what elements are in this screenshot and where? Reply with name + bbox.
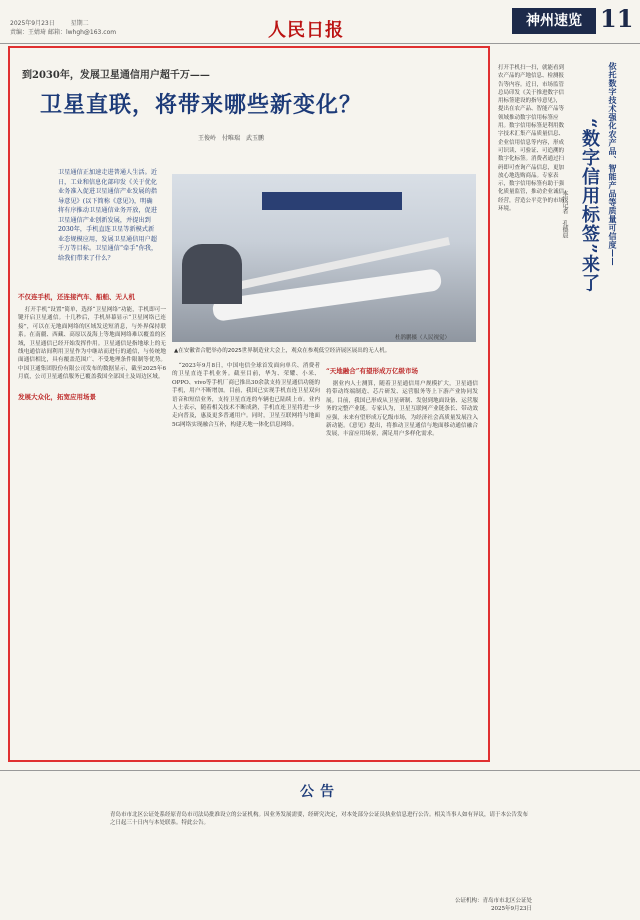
sidebar-article-text [498,64,564,784]
article-kicker: 到2030年，发展卫星通信用户超千万—— [22,70,210,81]
editor-email: 邮箱：lwhgh@163.com [47,29,117,36]
header-meta [10,18,103,27]
article-column-3 [326,362,478,752]
sidebar-title: “数字信用标签”来了 [579,118,600,293]
editor-name: 责编：王婧琦 [10,29,47,36]
photo-exhibit-banner [262,192,402,210]
column-1-text: 打开手机“设置”简单，选择“卫星网络”功能，手机即可一键开启卫星通信。十几秒后，手机屏幕显示“卫星网络已连接”，可以在无地面网络的区域发送短消息，与外界保持联系。在南疆、西藏、高原以及海上等地面网络难以覆盖的区域，卫星通信已经开始发挥作用。卫星通信是指地球上的无线电通信站间利用卫星作为中继站而进行的通信，与传统地面通信相比，具有覆盖范围广、不受地理条件限制等优势。中国卫通集团股份有限公司发布的数据显示，截至2025年6月底，公司卫星通信服务已覆盖我国全部国土及周边区域。 [18,307,166,381]
article-title: 卫星直联，将带来哪些新变化？ [40,92,363,118]
announcement-signature [455,896,532,912]
column-2-text: “2023年9月8日，中国电信全球首发面向单兵、消费者的卫星直连手机业务。截至目前，华为、荣耀、小米、OPPO、vivo等手机厂商已推出30余款支持卫星通信功能的手机，用户不断增加。目前，我国已实现手机直连卫星双向语音和短信业务，支持卫星直连的车辆也已陆续上市。业内人士表示，随着相关技术不断成熟，手机直连卫星将进一步走向普及，惠及更多普通用户。同时，卫星互联网将与地面5G网络实现融合互补，构建天地一体化信息网络。 [172,363,320,428]
announcement-heading: 公告 [300,784,340,800]
photo-credit: 杜鹃鹏摄（人民视觉） [395,335,451,341]
article-byline: 王俊岭 付唯瑞 武玉鹏 [198,135,265,142]
column-3-text: 据业内人士测算，随着卫星通信用户规模扩大，卫星通信将带动终端制造、芯片研发、运营服务等上下游产业协同发展。目前，我国已形成从卫星研制、发射到地面设备、运营服务的完整产业链。专家认为，卫星互联网产业链条长、带动效应强，未来有望形成万亿级市场，为经济社会高质量发展注入新动能。《意见》提出，将推动卫星通信与地面移动通信融合发展，丰富应用场景，满足用户多样化需求。 [326,381,478,438]
sidebar-text: 打开手机扫一扫，就能看到农产品的产地信息、检测报告等内容。近日，市场监管总局印发《关于推进数字信用标签建设的指导意见》，提出在农产品、智能产品等领域推动数字信用标签应用。数字信用标签是利用数字技术汇集产品质量信息、企业信用信息等内容，形成可识读、可验证、可追溯的数字化标签。消费者通过扫码即可查询产品信息，更加放心地选购商品。专家表示，数字信用标签有助于强化质量监管，推动企业诚信经营，营造公平竞争的市场环境。 [498,65,564,213]
announcement-body: 青岛市市北区公证处系经原青岛市司法局批准设立的公证机构。因业务发展需要，经研究决定，对本处部分公证员执业信息进行公告。相关当事人如有异议，请于本公告发布之日起三十日内与本处联系。特此公告。 [110,812,529,827]
photo-drone-body [212,268,443,322]
page-number: 11 [600,4,634,33]
issue-weekday: 星期二 [70,20,89,27]
masthead-logo: 人民日报 [268,20,344,41]
announcement-date: 2025年9月23日 [491,906,533,912]
subheading-2: 发展大众化，拓宽应用场景 [18,392,96,401]
photo-caption: ▲在安徽省合肥举办的2025世界制造业大会上，观众在参观低空经济展区展出的无人机。 [174,348,391,354]
sidebar-author: 本报记者 孔德晨 [561,190,568,238]
page-header [0,0,640,44]
header-editor-line [10,27,116,36]
article-photo [172,174,476,342]
announcement-section [0,770,640,920]
section-label: 神州速览 [512,8,596,34]
announcement-signer: 公证机构：青岛市市北区公证处 [455,898,533,904]
photo-visitors [182,244,242,304]
sidebar-tagline: 依托数字技术强化农产品、智能产品等质量可信度—— [608,62,618,266]
article-lead: 卫星通信正加速走进普通人生活。近日，工业和信息化部印发《关于优化业务准入促进卫星通信产业发展的指导意见》(以下简称《意见》)，明确将有序推动卫星通信业务开放，促进卫星通信产业创新发展，并提出到2030年，手机直连卫星等新模式新业态规模应用，发展卫星通信用户超千万等目标。卫星通信“牵手”你我，给我们带来了什么？ [58,169,158,262]
subheading-1: 不仅连手机，还连接汽车、船舶、无人机 [18,293,135,301]
issue-date: 2025年9月23日 [10,20,55,27]
article-column-2 [172,362,320,752]
article-column-1 [18,288,166,748]
subheading-3: “天地融合”有望形成万亿级市场 [326,367,418,375]
